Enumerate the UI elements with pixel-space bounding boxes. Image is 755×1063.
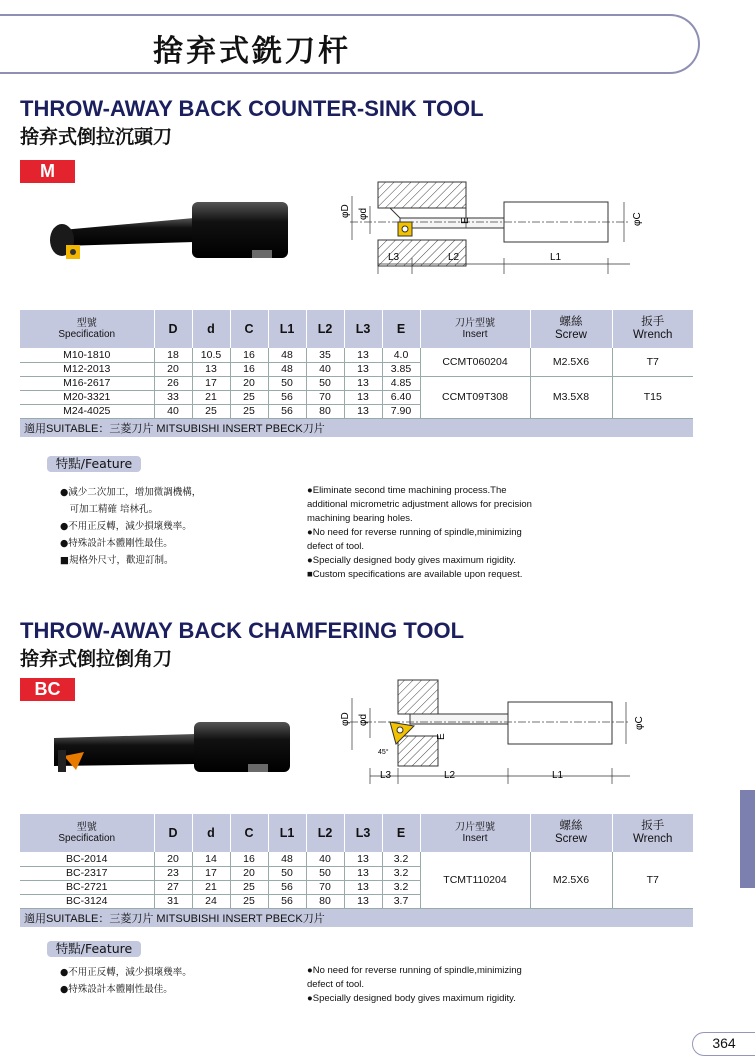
feature-list-en: ●Eliminate second time machining process.The additional micrometric adjustment allows for precision machining bearing holes. ●No need for reverse running of spindle,minimizing defect of tool. ●Specially designed body gives maximum rigidity. ■Custom specifications are available upon request. (307, 485, 532, 580)
table-row: BC-2317 23 17 20 50 50 13 3.2 (20, 866, 693, 880)
label-phiC: φC (634, 716, 645, 730)
screw-cell: M3.5X8 (530, 376, 612, 418)
th-spec-cn: 型號 (76, 317, 97, 329)
insert-cell: CCMT09T308 (420, 376, 530, 418)
th-D: D (154, 814, 192, 852)
model-tag: M (20, 160, 75, 183)
feature-label: 特點/Feature (47, 456, 141, 472)
page-title: 捨弃式銑刀杆 (153, 34, 351, 69)
spec-table (20, 310, 693, 437)
dimension-drawing (330, 678, 650, 784)
label-phid: φd (358, 207, 369, 220)
table-row: M16-2617 26 17 20 50 50 13 4.85 CCMT09T308 M3.5X8 T15 (20, 376, 693, 390)
wrench-cell: T15 (612, 376, 693, 418)
table-row: BC-3124 31 24 25 56 80 13 3.7 (20, 894, 693, 908)
screw-cell: M2.5X6 (530, 852, 612, 908)
table-row: M12-2013 20 13 16 48 40 13 3.85 (20, 362, 693, 376)
table-row: M24-4025 40 25 25 56 80 13 7.90 (20, 404, 693, 418)
tool-photo (50, 720, 300, 790)
label-E: E (460, 217, 471, 224)
th-wrench-cn: 扳手 (641, 819, 665, 832)
th-d: d (192, 814, 230, 852)
th-insert-en: Insert (462, 833, 488, 844)
th-screw-en: Screw (555, 329, 587, 341)
insert-cell: TCMT110204 (420, 852, 530, 908)
th-insert-cn: 刀片型號 (455, 821, 495, 833)
label-phiD: φD (340, 712, 351, 726)
label-phiD: φD (340, 204, 351, 218)
section-title-en: THROW-AWAY BACK COUNTER-SINK TOOL (20, 96, 484, 121)
th-L1: L1 (268, 310, 306, 348)
suitable-note: 適用SUITABLE：三菱刀片 MITSUBISHI INSERT PBECK刀片 (20, 908, 693, 927)
insert-cell: CCMT060204 (420, 348, 530, 376)
th-L2: L2 (306, 814, 344, 852)
feature-list-cn: ●減少二次加工，增加微調機構， 可加工精確 培林孔。 ●不用正反轉，減少損壞幾率。 ●特殊設計本體剛性最佳。 ■規格外尺寸，歡迎訂制。 (60, 487, 202, 566)
th-spec-cn: 型號 (76, 821, 97, 833)
label-angle: 45° (378, 749, 389, 756)
section-title-cn: 捨弃式倒拉倒角刀 (20, 648, 173, 670)
label-phiC: φC (632, 212, 643, 226)
suitable-note: 適用SUITABLE：三菱刀片 MITSUBISHI INSERT PBECK刀片 (20, 418, 693, 437)
tool-photo (44, 190, 294, 280)
th-wrench-en: Wrench (633, 329, 673, 341)
th-spec-en: Specification (58, 833, 116, 844)
wrench-cell: T7 (612, 852, 693, 908)
th-E: E (382, 310, 420, 348)
spec-table (20, 814, 693, 927)
table-row: BC-2721 27 21 25 56 70 13 3.2 (20, 880, 693, 894)
label-L1: L1 (552, 770, 564, 781)
label-L2: L2 (444, 770, 456, 781)
label-E: E (436, 733, 447, 740)
th-d: d (192, 310, 230, 348)
feature-list-en: ●No need for reverse running of spindle,minimizing defect of tool. ●Specially designed body gives maximum rigidity. (307, 965, 522, 1004)
th-screw-cn: 螺絲 (559, 819, 583, 832)
th-insert-en: Insert (462, 329, 488, 340)
th-spec-en: Specification (58, 329, 116, 340)
th-screw-en: Screw (555, 833, 587, 845)
th-insert-cn: 刀片型號 (455, 317, 495, 329)
label-L3: L3 (380, 770, 392, 781)
th-screw-cn: 螺絲 (559, 315, 583, 328)
table-row: M10-1810 18 10.5 16 48 35 13 4.0 CCMT060204 M2.5X6 T7 (20, 348, 693, 362)
th-L3: L3 (344, 310, 382, 348)
th-C: C (230, 814, 268, 852)
feature-list-cn: ●不用正反轉，減少損壞幾率。 ●特殊設計本體剛性最佳。 (60, 967, 192, 995)
dimension-drawing (330, 178, 650, 274)
model-tag: BC (20, 678, 75, 701)
th-E: E (382, 814, 420, 852)
label-L1: L1 (550, 252, 562, 263)
section-title-cn: 捨弃式倒拉沉頭刀 (20, 126, 173, 148)
side-tab (740, 790, 755, 888)
th-wrench-cn: 扳手 (641, 315, 665, 328)
th-L2: L2 (306, 310, 344, 348)
table-row: BC-2014 20 14 16 48 40 13 3.2 TCMT110204 M2.5X6 T7 (20, 852, 693, 866)
section-title-en: THROW-AWAY BACK CHAMFERING TOOL (20, 618, 465, 643)
screw-cell: M2.5X6 (530, 348, 612, 376)
label-phid: φd (358, 713, 369, 726)
th-L1: L1 (268, 814, 306, 852)
th-C: C (230, 310, 268, 348)
table-row: M20-3321 33 21 25 56 70 13 6.40 (20, 390, 693, 404)
th-wrench-en: Wrench (633, 833, 673, 845)
wrench-cell: T7 (612, 348, 693, 376)
page-number: 364 (692, 1032, 755, 1056)
feature-label: 特點/Feature (47, 941, 141, 957)
label-L2: L2 (448, 252, 460, 263)
label-L3: L3 (388, 252, 400, 263)
th-L3: L3 (344, 814, 382, 852)
th-D: D (154, 310, 192, 348)
